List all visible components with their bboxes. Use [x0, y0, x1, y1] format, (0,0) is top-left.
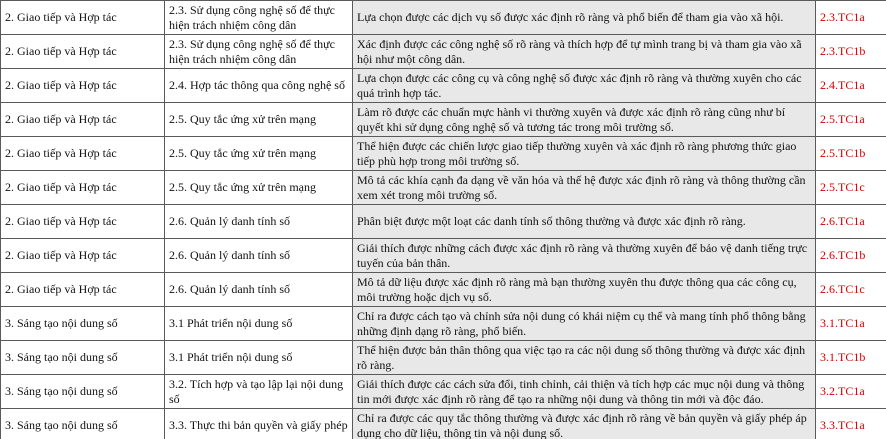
competency-cell[interactable]: 2.5. Quy tắc ứng xử trên mạng — [165, 171, 353, 205]
code-cell[interactable]: 2.5.TC1c — [816, 171, 886, 205]
domain-cell[interactable]: 2. Giao tiếp và Hợp tác — [1, 69, 165, 103]
domain-cell[interactable]: 2. Giao tiếp và Hợp tác — [1, 205, 165, 239]
code-cell[interactable]: 2.6.TC1a — [816, 205, 886, 239]
competency-cell[interactable]: 3.1 Phát triển nội dung số — [165, 307, 353, 341]
competency-cell[interactable]: 3.3. Thực thi bản quyền và giấy phép — [165, 409, 353, 439]
code-cell[interactable]: 2.3.TC1b — [816, 35, 886, 69]
domain-cell[interactable]: 2. Giao tiếp và Hợp tác — [1, 137, 165, 171]
description-cell[interactable] — [353, 35, 816, 69]
table-row — [1, 35, 886, 69]
table-row — [1, 273, 886, 307]
domain-cell[interactable]: 2. Giao tiếp và Hợp tác — [1, 171, 165, 205]
table-row — [1, 69, 886, 103]
competency-cell[interactable]: 2.6. Quản lý danh tính số — [165, 239, 353, 273]
description-text: Chỉ ra được cách tạo và chỉnh sửa nội dung có khái niệm cụ thể và mang tính phổ thông bằng những định dạng rõ ràng, phổ biến. — [357, 308, 806, 338]
code-cell[interactable]: 3.1.TC1a — [816, 307, 886, 341]
description-text: Mô tả các khía cạnh đa dạng về văn hóa và thế hệ được xác định rõ ràng và thông thường cần xem xét trong môi trường số. — [357, 172, 806, 202]
table-row — [1, 103, 886, 137]
competency-cell[interactable]: 2.3. Sử dụng công nghệ số để thực hiện trách nhiệm công dân — [165, 1, 353, 35]
description-cell[interactable] — [353, 341, 816, 375]
description-cell[interactable] — [353, 171, 816, 205]
description-cell[interactable] — [353, 409, 816, 439]
code-cell[interactable]: 2.6.TC1b — [816, 239, 886, 273]
description-cell[interactable] — [353, 1, 816, 35]
code-cell[interactable]: 2.5.TC1b — [816, 137, 886, 171]
code-cell[interactable]: 2.3.TC1a — [816, 1, 886, 35]
description-cell[interactable] — [353, 307, 816, 341]
table-row — [1, 341, 886, 375]
domain-cell[interactable]: 3. Sáng tạo nội dung số — [1, 409, 165, 439]
code-cell[interactable]: 3.1.TC1b — [816, 341, 886, 375]
domain-cell[interactable]: 3. Sáng tạo nội dung số — [1, 375, 165, 409]
domain-cell[interactable]: 2. Giao tiếp và Hợp tác — [1, 103, 165, 137]
description-cell[interactable] — [353, 273, 816, 307]
competency-cell[interactable]: 2.5. Quy tắc ứng xử trên mạng — [165, 103, 353, 137]
description-text: Xác định được các công nghệ số rõ ràng và thích hợp để tự mình trang bị và tham gia vào xã hội như một công dân. — [357, 36, 802, 66]
description-cell[interactable] — [353, 69, 816, 103]
table-row — [1, 205, 886, 239]
description-cell[interactable] — [353, 375, 816, 409]
domain-cell[interactable]: 2. Giao tiếp và Hợp tác — [1, 1, 165, 35]
description-text: Giải thích được những cách được xác định rõ ràng và thường xuyên để bảo vệ danh tiếng trực tuyến của bản thân. — [357, 240, 808, 270]
table-row — [1, 137, 886, 171]
description-text: Lựa chọn được các dịch vụ số được xác định rõ ràng và phổ biến để tham gia vào xã hội. — [357, 10, 784, 24]
code-cell[interactable]: 2.5.TC1a — [816, 103, 886, 137]
domain-cell[interactable]: 2. Giao tiếp và Hợp tác — [1, 239, 165, 273]
table-row — [1, 239, 886, 273]
competency-cell[interactable]: 2.4. Hợp tác thông qua công nghệ số — [165, 69, 353, 103]
domain-cell[interactable]: 3. Sáng tạo nội dung số — [1, 307, 165, 341]
code-cell[interactable]: 2.4.TC1a — [816, 69, 886, 103]
domain-cell[interactable]: 3. Sáng tạo nội dung số — [1, 341, 165, 375]
description-cell[interactable] — [353, 205, 816, 239]
description-cell[interactable] — [353, 103, 816, 137]
description-cell[interactable] — [353, 239, 816, 273]
domain-cell[interactable]: 2. Giao tiếp và Hợp tác — [1, 35, 165, 69]
table-row — [1, 409, 886, 439]
table-row — [1, 375, 886, 409]
competency-cell[interactable]: 2.6. Quản lý danh tính số — [165, 205, 353, 239]
competency-cell[interactable]: 2.5. Quy tắc ứng xử trên mạng — [165, 137, 353, 171]
code-cell[interactable]: 3.3.TC1a — [816, 409, 886, 439]
table-row — [1, 307, 886, 341]
table-row — [1, 171, 886, 205]
description-text: Chỉ ra được các quy tắc thông thường và được xác định rõ ràng về bản quyền và giấy phép áp dụng cho dữ liệu, thông tin và nội dung số. — [357, 410, 807, 439]
code-cell[interactable]: 3.2.TC1a — [816, 375, 886, 409]
domain-cell[interactable]: 2. Giao tiếp và Hợp tác — [1, 273, 165, 307]
description-text: Mô tả dữ liệu được xác định rõ ràng mà bạn thường xuyên thu được thông qua các công cụ, môi trường hoặc dịch vụ số. — [357, 274, 797, 304]
description-text: Làm rõ được các chuẩn mực hành vi thường xuyên và được xác định rõ ràng cũng như bí quyết khi sử dụng công nghệ số và tương tác trong môi trường số. — [357, 104, 786, 134]
competency-cell[interactable]: 2.3. Sử dụng công nghệ số để thực hiện trách nhiệm công dân — [165, 35, 353, 69]
description-text: Thể hiện được các chiến lược giao tiếp thường xuyên và xác định rõ ràng phương thức giao tiếp phù hợp trong môi trường số. — [357, 138, 797, 168]
competency-cell[interactable]: 3.1 Phát triển nội dung số — [165, 341, 353, 375]
competency-cell[interactable]: 2.6. Quản lý danh tính số — [165, 273, 353, 307]
description-text: Giải thích được các cách sửa đổi, tinh chỉnh, cải thiện và tích hợp các mục nội dung và thông tin mới được xác định rõ ràng để tạo ra những nội dung và thông tin mới và độc đáo. — [357, 376, 805, 406]
table-row — [1, 1, 886, 35]
description-text: Lựa chọn được các công cụ và công nghệ số được xác định rõ ràng và thường xuyên cho các quá trình hợp tác. — [357, 70, 802, 100]
description-text: Phân biệt được một loạt các danh tính số thông thường và được xác định rõ ràng. — [357, 214, 746, 228]
code-cell[interactable]: 2.6.TC1c — [816, 273, 886, 307]
competency-cell[interactable]: 3.2. Tích hợp và tạo lập lại nội dung số — [165, 375, 353, 409]
description-cell[interactable] — [353, 137, 816, 171]
description-text: Thể hiện được bản thân thông qua việc tạo ra các nội dung số thông thường và được xác định rõ ràng. — [357, 342, 806, 372]
